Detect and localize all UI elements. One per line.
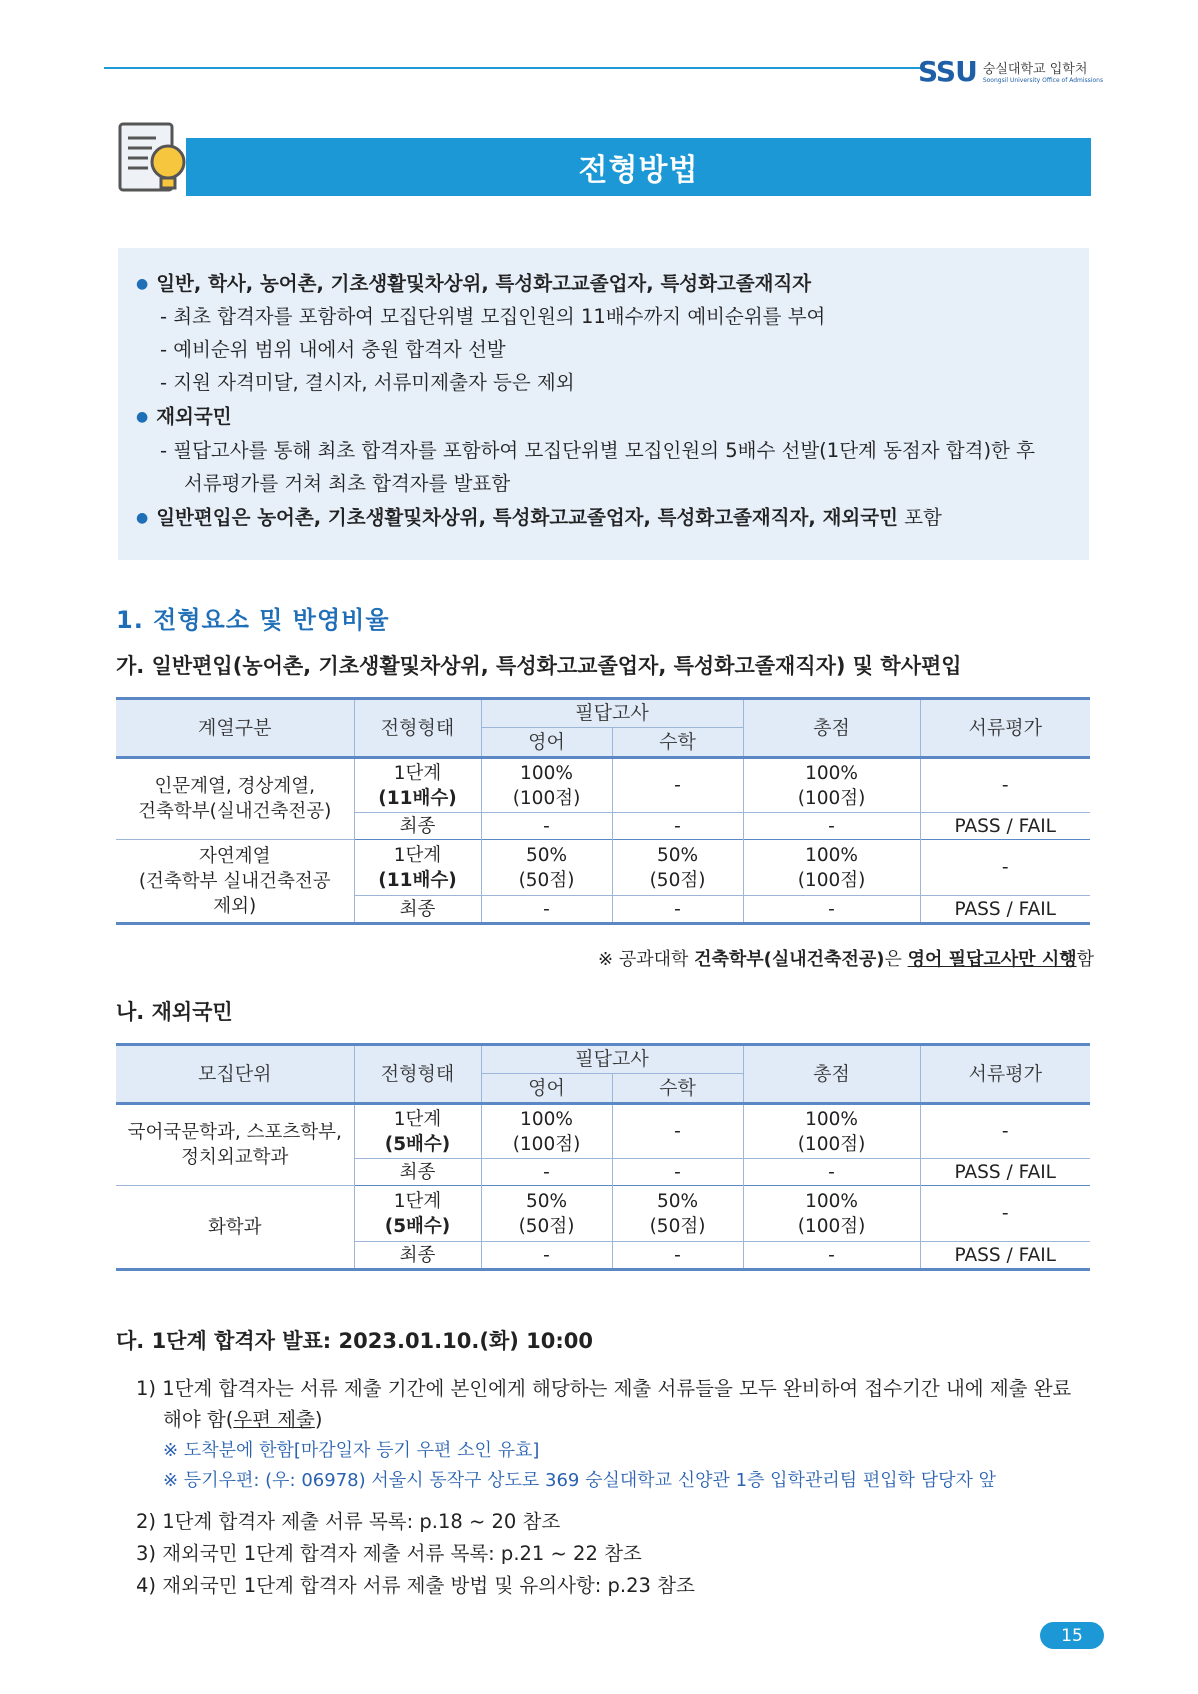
unit-cell: 화학과 xyxy=(116,1186,354,1270)
document-cell: - xyxy=(920,1186,1090,1242)
math-points: (50점) xyxy=(649,1215,706,1237)
total-percent: 100% xyxy=(805,1108,858,1130)
english-cell xyxy=(481,1186,612,1242)
english-cell xyxy=(481,1104,612,1159)
english-points: (100점) xyxy=(512,787,581,809)
math-percent: 50% xyxy=(656,1190,699,1212)
bullet-dot-icon: ● xyxy=(136,276,149,292)
note-emphasis: 영어 필답고사만 시행 xyxy=(907,949,1077,970)
header-rule xyxy=(104,67,924,69)
total-percent: 100% xyxy=(805,1190,858,1212)
subsection-heading-c: 다. 1단계 합격자 발표: 2023.01.10.(화) 10:00 xyxy=(116,1329,593,1353)
english-percent: 100% xyxy=(520,1108,573,1130)
document-cell: - xyxy=(920,840,1090,896)
stage-multiplier: (11배수) xyxy=(378,787,457,809)
list-item: 1) 1단계 합격자는 서류 제출 기간에 본인에게 해당하는 제출 서류들을 모두 완비하여 접수기간 내에 제출 완료 xyxy=(136,1377,1072,1400)
table-row xyxy=(116,1104,1090,1159)
total-cell xyxy=(743,1104,920,1159)
note-prefix: ※ 공과대학 xyxy=(598,949,695,970)
header-written-exam: 필답고사 xyxy=(481,699,743,728)
total-points: (100점) xyxy=(797,869,866,891)
list-item: 2) 1단계 합격자 제출 서류 목록: p.18 ~ 20 참조 xyxy=(136,1510,561,1533)
math-cell xyxy=(612,840,743,896)
english-points: (50점) xyxy=(518,1215,575,1237)
english-points: (100점) xyxy=(512,1133,581,1155)
english-percent: 50% xyxy=(525,844,568,866)
document-lightbulb-icon xyxy=(116,120,196,200)
table-row xyxy=(116,758,1090,813)
unit-cell xyxy=(116,1104,354,1186)
division-name-line: 자연계열 xyxy=(199,845,271,867)
table-a-footnote xyxy=(598,945,1094,971)
bullet-overseas-title: 재외국민 xyxy=(156,405,232,428)
stage-label: 1단계 xyxy=(393,762,442,784)
header-stage-type: 전형형태 xyxy=(354,1045,481,1104)
list-item-text: 해야 함( xyxy=(163,1408,234,1431)
list-item: 3) 재외국민 1단계 합격자 제출 서류 목록: p.21 ~ 22 참조 xyxy=(136,1542,642,1565)
math-points: (50점) xyxy=(649,869,706,891)
list-item-cont xyxy=(163,1404,322,1432)
english-cell xyxy=(481,840,612,896)
header-english: 영어 xyxy=(481,1074,612,1104)
note-suffix: 함 xyxy=(1076,949,1094,970)
section-heading: 1. 전형요소 및 반영비율 xyxy=(116,606,390,634)
university-logo xyxy=(918,54,1103,88)
math-cell: - xyxy=(612,896,743,924)
header-stage-type: 전형형태 xyxy=(354,699,481,758)
division-cell xyxy=(116,840,354,924)
english-cell: - xyxy=(481,896,612,924)
document-cell: - xyxy=(920,758,1090,813)
list-item-text: ) xyxy=(314,1408,323,1431)
list-note: ※ 도착분에 한함[마감일자 등기 우편 소인 유효] xyxy=(163,1440,540,1461)
logo-mark: SSU xyxy=(918,54,977,88)
header-unit: 모집단위 xyxy=(116,1045,354,1104)
english-cell: - xyxy=(481,1242,612,1270)
note-mid: 은 xyxy=(884,949,908,970)
bullet-overseas xyxy=(136,401,232,429)
bullet-general-transfer-rest: 포함 xyxy=(897,506,942,529)
math-cell xyxy=(612,1186,743,1242)
header-total: 총점 xyxy=(743,1045,920,1104)
division-name-line: 인문계열, 경상계열, xyxy=(154,776,316,797)
logo-korean-text: 숭실대학교 입학처 xyxy=(982,62,1088,77)
total-cell xyxy=(743,840,920,896)
bullet-general-title: 일반, 학사, 농어촌, 기초생활및차상위, 특성화고교졸업자, 특성화고졸재직자 xyxy=(156,272,812,295)
division-name-line: 제외) xyxy=(213,895,257,917)
unit-name-line: 국어국문학과, 스포츠학부, xyxy=(127,1122,342,1143)
bullet-overseas-item: - 필답고사를 통해 최초 합격자를 포함하여 모집단위별 모집인원의 5배수 선발(1단계 동점자 합격)한 후 xyxy=(160,439,1035,462)
stage-label: 1단계 xyxy=(393,1190,442,1212)
bullet-overseas-item-cont: 서류평가를 거쳐 최초 합격자를 발표함 xyxy=(184,472,511,495)
document-cell: PASS / FAIL xyxy=(954,1161,1056,1183)
bullet-general xyxy=(136,268,811,296)
bullet-general-item: - 지원 자격미달, 결시자, 서류미제출자 등은 제외 xyxy=(160,371,575,394)
logo-english-text: Soongsil University Office of Admissions xyxy=(982,77,1104,84)
math-cell: - xyxy=(612,1242,743,1270)
math-cell: - xyxy=(612,813,743,840)
math-cell: - xyxy=(612,1104,743,1159)
total-cell xyxy=(743,758,920,813)
summary-box xyxy=(118,248,1089,560)
math-cell: - xyxy=(612,1159,743,1186)
document-cell: PASS / FAIL xyxy=(954,1244,1056,1266)
header-written-exam: 필답고사 xyxy=(481,1045,743,1074)
total-cell xyxy=(743,1186,920,1242)
stage-cell xyxy=(354,1104,481,1159)
header-total: 총점 xyxy=(743,699,920,758)
stage-label: 1단계 xyxy=(393,844,442,866)
total-percent: 100% xyxy=(805,844,858,866)
header-document-review: 서류평가 xyxy=(920,1045,1090,1104)
header-english: 영어 xyxy=(481,728,612,758)
unit-name-line: 정치외교학과 xyxy=(181,1147,289,1168)
total-points: (100점) xyxy=(797,1133,866,1155)
subsection-heading-b: 나. 재외국민 xyxy=(116,1000,233,1024)
stage-label: 1단계 xyxy=(393,1108,442,1130)
stage-multiplier: (5배수) xyxy=(384,1133,451,1155)
list-item-underlined: 우편 제출 xyxy=(233,1408,315,1431)
total-cell: - xyxy=(743,813,920,840)
note-dept: 건축학부(실내건축전공) xyxy=(694,949,885,970)
english-percent: 100% xyxy=(520,762,573,784)
english-cell: - xyxy=(481,1159,612,1186)
bullet-general-item: - 최초 합격자를 포함하여 모집단위별 모집인원의 11배수까지 예비순위를 부여 xyxy=(160,305,826,328)
english-cell xyxy=(481,758,612,813)
stage-final: 최종 xyxy=(354,1159,481,1186)
stage-cell xyxy=(354,840,481,896)
division-name-line: (건축학부 실내건축전공 xyxy=(138,870,331,892)
total-cell: - xyxy=(743,1242,920,1270)
document-cell: PASS / FAIL xyxy=(954,898,1056,920)
division-name-line: 건축학부(실내건축전공) xyxy=(138,801,332,822)
total-percent: 100% xyxy=(805,762,858,784)
bullet-general-transfer-bold: 일반편입은 농어촌, 기초생활및차상위, 특성화고교졸업자, 특성화고졸재직자, 재외국민 xyxy=(156,506,898,529)
total-cell: - xyxy=(743,896,920,924)
english-cell: - xyxy=(481,813,612,840)
table-row xyxy=(116,1186,1090,1242)
table-overseas xyxy=(116,1043,1090,1271)
stage-multiplier: (11배수) xyxy=(378,869,457,891)
document-cell: PASS / FAIL xyxy=(954,815,1056,837)
stage-final: 최종 xyxy=(354,1242,481,1270)
table-row xyxy=(116,840,1090,896)
subsection-heading-a: 가. 일반편입(농어촌, 기초생활및차상위, 특성화고교졸업자, 특성화고졸재직자) 및 학사편입 xyxy=(116,654,962,678)
math-percent: 50% xyxy=(656,844,699,866)
stage-final: 최종 xyxy=(354,896,481,924)
total-points: (100점) xyxy=(797,1215,866,1237)
header-division: 계열구분 xyxy=(116,699,354,758)
stage-cell xyxy=(354,1186,481,1242)
total-cell: - xyxy=(743,1159,920,1186)
english-percent: 50% xyxy=(525,1190,568,1212)
bullet-general-transfer xyxy=(136,502,942,530)
total-points: (100점) xyxy=(797,787,866,809)
division-cell xyxy=(116,758,354,840)
list-note: ※ 등기우편: (우: 06978) 서울시 동작구 상도로 369 숭실대학교 신양관 1층 입학관리팀 편입학 담당자 앞 xyxy=(163,1470,997,1491)
math-cell: - xyxy=(612,758,743,813)
bullet-dot-icon: ● xyxy=(136,510,149,526)
stage-multiplier: (5배수) xyxy=(384,1215,451,1237)
header-document-review: 서류평가 xyxy=(920,699,1090,758)
table-general-transfer xyxy=(116,697,1090,925)
header-math: 수학 xyxy=(612,728,743,758)
english-points: (50점) xyxy=(518,869,575,891)
page-title: 전형방법 xyxy=(186,138,1091,196)
page-number: 15 xyxy=(1040,1622,1104,1649)
list-item: 4) 재외국민 1단계 합격자 서류 제출 방법 및 유의사항: p.23 참조 xyxy=(136,1574,695,1597)
document-cell: - xyxy=(920,1104,1090,1159)
stage-cell xyxy=(354,758,481,813)
header-math: 수학 xyxy=(612,1074,743,1104)
bullet-general-item: - 예비순위 범위 내에서 충원 합격자 선발 xyxy=(160,338,506,361)
stage-final: 최종 xyxy=(354,813,481,840)
bullet-dot-icon: ● xyxy=(136,409,149,425)
